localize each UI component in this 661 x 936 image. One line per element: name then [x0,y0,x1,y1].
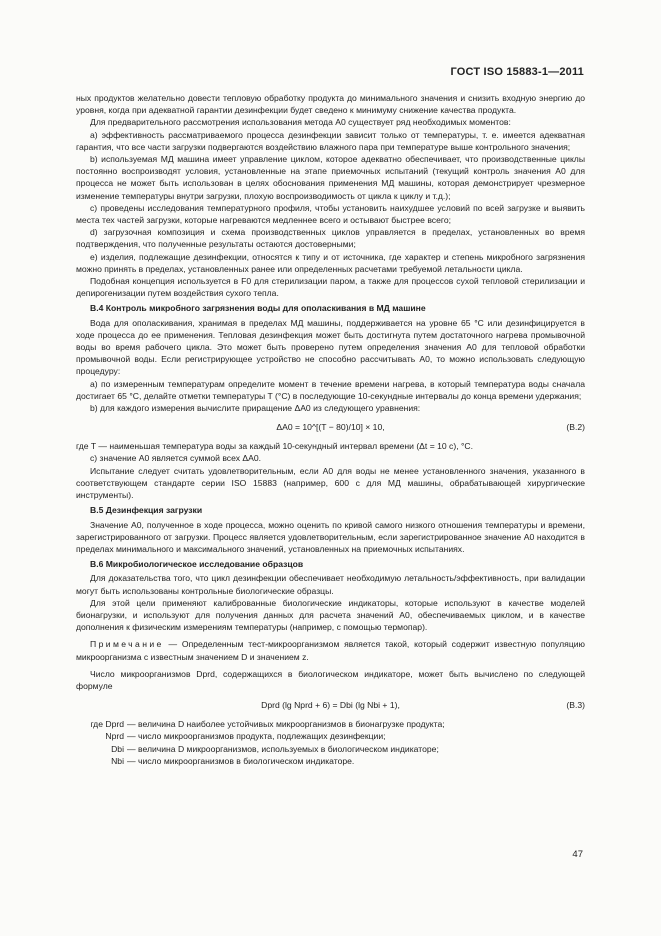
paragraph: Испытание следует считать удовлетворительным, если A0 для воды не менее установленного значения, указанного в соответствующем стандарте серии ISO 15883 (например, 600 с для МД машины, обрабатывающей хирургические инструменты). [76,465,585,501]
formula-b2-expression: ΔA0 = 10^[(T − 80)/10] × 10, [276,422,385,433]
definition-row [76,743,585,755]
list-item-c: с) проведены исследования температурного профиля, чтобы установить наихудшее условий по всей загрузке и выявить места тех частей загрузки, которые нагреваются медленнее всего и остывают быстрее всего; [76,202,585,226]
definition-term: Dbi [111,743,124,754]
formula-b2-number: (В.2) [566,422,585,433]
paragraph: Для предварительного рассмотрения использования метода A0 существует ряд необходимых моментов: [90,117,511,128]
section-heading-b5: В.5 Дезинфекция загрузки [90,505,203,516]
formula-b3 [76,696,585,714]
definitions-list [76,718,585,767]
definition-row [76,718,585,730]
paragraph: Вода для ополаскивания, хранимая в пределах МД машины, поддерживается на уровне 65 °С или дезинфицируется в ходе процесса до ее применения. Тепловая дезинфекция может быть достигнута путем достаточного нагрева промывочной воды во время рабочего цикла. Это может быть проверено путем определения значения A0 для тепловой обработки промывочной воды. Если регистрирующее устройство не способно рассчитывать A0, то можно использовать следующую процедуру: [76,317,585,377]
paragraph: ных продуктов желательно довести тепловую обработку продукта до минимального значения и снизить входную энергию до уровня, когда при адекватной гарантии дезинфекции будет сведено к минимуму снижение качества продукта. [76,93,585,116]
page-header-title: ГОСТ ISO 15883-1—2011 [450,66,584,78]
definition-row [76,730,585,742]
page-body [76,92,585,767]
list-item-b: b) используемая МД машина имеет управление циклом, которое адекватно обеспечивает, что производственные циклы постоянно воспроизводят условия, установленные на этапе приемочных испытаний (текущий контроль значения A0 для процесса не может быть использован в целях обоснования применения МД машины, которая демонстрирует чрезмерное изменение температуры внутри загрузки, плохую воспроизводимость от цикла к циклу и т.д.); [76,154,585,201]
list-item-e: е) изделия, подлежащие дезинфекции, относятся к типу и от источника, где характер и степень микробного загрязнения можно принять в пределах, установленных ранее или определенных расчетами требуемой летальности цикла. [76,251,585,274]
formula-legend: где T — наименьшая температура воды за каждый 10-секундный интервал времени (Δt = 10 с), °С. [76,441,474,452]
note-text: — Определенным тест-микроорганизмом является такой, который содержит известную популяцию микроорганизма с известным значением D и значением z. [76,639,585,662]
paragraph: Для доказательства того, что цикл дезинфекции обеспечивает необходимую летальность/эффективность, при валидации могут быть использованы контрольные биологические образцы. [76,573,585,596]
paragraph: Подобная концепция используется в F0 для стерилизации паром, а также для процессов сухой тепловой стерилизации и депирогенизации путем воздействия сухого тепла. [76,276,585,299]
list-item-a: а) эффективность рассматриваемого процесса дезинфекции зависит только от температуры, т. е. имеется адекватная гарантия, что все части загрузки подвергаются воздействию влажного пара при температуре выше контрольного значения; [76,129,585,152]
paragraph: Для этой цели применяют калиброванные биологические индикаторы, которые используют в качестве моделей бионагрузки, и используют для получения данных для расчета значений A0, обеспечиваемых циклом, и в качестве дополнения к физическим измерениям температуры (например, с помощью термопар). [76,597,585,633]
paragraph: Значение A0, полученное в ходе процесса, можно оценить по кривой самого низкого отношения температуры и времени, зарегистрированного от загрузки. Процесс является удовлетворительным, если зарегистрированное значение A0 находится в пределах минимального и максимального значений, установленных на приемочных испытаниях. [76,519,585,554]
section-heading-b6: В.6 Микробиологическое исследование образцов [90,559,304,570]
list-item-d: d) загрузочная композиция и схема производственных циклов управляется в пределах, установленных во время подтверждения, что полученные результаты остаются достоверными; [76,227,585,250]
section-heading-b4: В.4 Контроль микробного загрязнения воды для ополаскивания в МД машине [90,303,426,314]
definition-desc: — величина D наиболее устойчивых микроорганизмов в бионагрузке продукта; [127,719,445,730]
list-item-c: с) значение A0 является суммой всех ΔA0. [90,453,262,464]
definition-desc: — число микроорганизмов в биологическом индикаторе. [127,755,355,766]
formula-b2 [76,418,585,436]
definition-term: Nprd [105,731,124,742]
paragraph: Число микроорганизмов Dprd, содержащихся в биологическом индикаторе, может быть вычислено по следующей формуле [76,668,585,691]
formula-b3-expression: Dprd (lg Nprd + 6) = Dbi (lg Nbi + 1), [261,700,400,711]
definition-desc: — величина D микроорганизмов, используемых в биологическом индикаторе; [127,743,439,754]
definition-row [76,755,585,767]
page-number: 47 [572,849,583,860]
list-item-b: b) для каждого измерения вычислите приращение ΔA0 из следующего уравнения: [90,403,421,414]
list-item-a: а) по измеренным температурам определите момент в течение времени нагрева, в который температура воды сначала достигает 65 °С, делайте отметки температуры T (°С) в последующие 10-секундные интервалы до конца времени удержания; [76,378,585,401]
note-label: Примечание [90,639,164,650]
definition-term: где Dprd [90,719,124,730]
definition-desc: — число микроорганизмов продукта, подлежащих дезинфекции; [127,731,386,742]
note [76,638,585,662]
definition-term: Nbi [111,755,124,766]
formula-b3-number: (В.3) [566,700,585,711]
